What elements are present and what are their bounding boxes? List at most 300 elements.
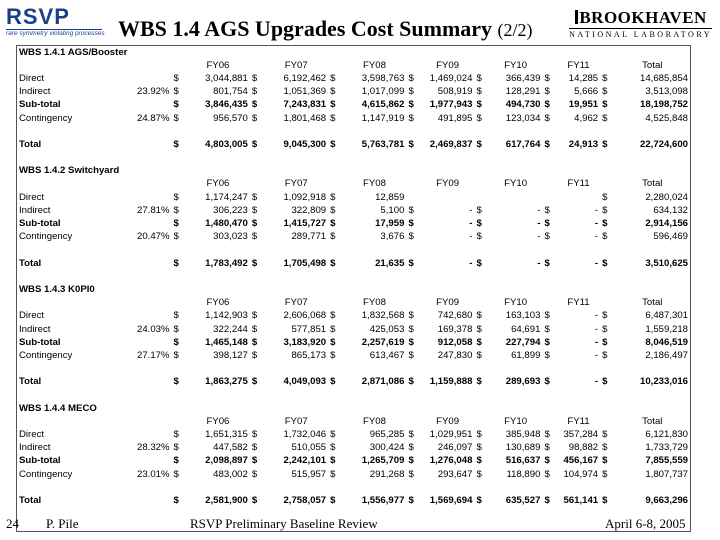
year-header: FY11 — [567, 178, 590, 190]
total-row — [17, 257, 690, 270]
value-cell: 5,666 — [574, 86, 599, 98]
empty-cell — [421, 389, 475, 402]
row-label: Sub-total — [19, 218, 61, 230]
currency-sign: $ — [602, 72, 608, 84]
value-cell: - — [537, 218, 541, 230]
empty-cell — [250, 297, 264, 310]
value-cell: 425,053 — [369, 323, 405, 335]
value-cell: 494,730 — [505, 99, 541, 111]
value-cell: 5,100 — [380, 204, 405, 216]
cost-row-direct — [17, 72, 690, 85]
empty-cell — [474, 415, 488, 428]
value-cell: - — [537, 257, 541, 269]
empty-cell — [99, 389, 171, 402]
cost-row-contingency — [17, 349, 690, 362]
section-title: WBS 1.4.3 K0PI0 — [19, 283, 95, 295]
empty-cell — [600, 415, 614, 428]
row-label: Indirect — [19, 86, 51, 98]
row-label: Total — [19, 376, 42, 388]
currency-sign: $ — [476, 310, 482, 322]
empty-cell — [406, 297, 420, 310]
currency-sign: $ — [544, 429, 550, 441]
currency-sign: $ — [330, 468, 336, 480]
row-label: Contingency — [19, 468, 73, 480]
empty-cell — [186, 152, 250, 165]
empty-cell — [600, 244, 614, 257]
empty-cell — [600, 297, 614, 310]
currency-sign: $ — [602, 231, 608, 243]
currency-sign: $ — [544, 310, 550, 322]
empty-cell — [542, 415, 556, 428]
currency-sign: $ — [476, 455, 482, 467]
value-cell: 491,895 — [437, 112, 473, 124]
empty-cell — [172, 270, 186, 283]
empty-cell — [406, 270, 420, 283]
currency-sign: $ — [602, 323, 608, 335]
footer-event: RSVP Preliminary Baseline Review — [190, 516, 378, 531]
empty-cell — [406, 415, 420, 428]
empty-cell — [489, 152, 543, 165]
value-cell: 3,044,881 — [205, 72, 248, 84]
blank-row — [17, 481, 690, 494]
value-cell: 1,017,099 — [361, 86, 405, 98]
currency-sign: $ — [173, 231, 179, 243]
currency-sign: $ — [408, 86, 414, 98]
currency-sign: $ — [251, 191, 258, 203]
empty-cell — [474, 125, 488, 138]
value-cell: 130,689 — [505, 442, 541, 454]
empty-cell — [250, 125, 264, 138]
empty-cell — [264, 363, 328, 376]
value-cell: 3,676 — [380, 231, 405, 243]
empty-cell — [406, 59, 420, 72]
empty-cell — [172, 415, 186, 428]
currency-sign: $ — [602, 442, 608, 454]
year-header: FY11 — [567, 415, 590, 427]
row-label: Indirect — [19, 323, 51, 335]
currency-sign: $ — [251, 257, 258, 269]
value-cell: 4,962 — [574, 112, 599, 124]
value-cell: 965,285 — [369, 429, 405, 441]
value-cell: 1,732,046 — [283, 429, 327, 441]
currency-sign: $ — [476, 336, 482, 348]
currency-sign: $ — [602, 429, 608, 441]
year-header-row — [17, 415, 690, 428]
cost-table-body — [17, 46, 690, 508]
blank-row — [17, 389, 690, 402]
row-label: Sub-total — [19, 336, 61, 348]
currency-sign: $ — [544, 204, 550, 216]
empty-cell — [406, 481, 420, 494]
currency-sign: $ — [251, 218, 258, 230]
empty-cell — [328, 270, 342, 283]
currency-sign: $ — [408, 112, 414, 124]
value-cell: 1,569,694 — [429, 494, 473, 506]
empty-cell — [99, 244, 171, 257]
year-header: FY08 — [363, 59, 386, 71]
currency-sign: $ — [173, 349, 179, 361]
empty-cell — [17, 178, 99, 191]
empty-cell — [172, 152, 186, 165]
brookhaven-logo-name — [569, 8, 712, 28]
value-cell: 1,029,951 — [429, 429, 473, 441]
empty-cell — [600, 178, 614, 191]
cost-row-sub-total — [17, 217, 690, 230]
value-cell: 2,186,497 — [645, 349, 688, 361]
empty-cell — [17, 389, 99, 402]
currency-sign: $ — [251, 429, 258, 441]
value-cell: 634,132 — [653, 204, 688, 216]
brookhaven-logo-name-text: BROOKHAVEN — [579, 8, 707, 27]
value-cell: 577,851 — [291, 323, 327, 335]
empty-cell — [17, 363, 99, 376]
value-cell: 18,198,752 — [639, 99, 688, 111]
currency-sign: $ — [330, 429, 336, 441]
row-label: Total — [19, 138, 42, 150]
empty-cell — [172, 244, 186, 257]
currency-sign: $ — [330, 86, 336, 98]
year-header: FY09 — [436, 59, 460, 71]
cost-row-contingency — [17, 231, 690, 244]
empty-cell — [99, 481, 171, 494]
value-cell: 1,807,737 — [645, 468, 688, 480]
value-cell: - — [594, 231, 599, 243]
currency-sign: $ — [408, 231, 414, 243]
value-cell: 246,097 — [437, 442, 473, 454]
empty-cell — [343, 363, 407, 376]
currency-sign: $ — [476, 231, 482, 243]
currency-sign: $ — [173, 218, 179, 230]
empty-cell — [474, 244, 488, 257]
currency-sign: $ — [544, 455, 550, 467]
empty-cell — [264, 481, 328, 494]
empty-cell — [17, 125, 99, 138]
empty-cell — [328, 244, 342, 257]
empty-cell — [328, 363, 342, 376]
row-rate — [99, 138, 171, 151]
empty-cell — [172, 481, 186, 494]
year-header: FY11 — [567, 59, 590, 71]
cost-row-indirect — [17, 323, 690, 336]
currency-sign: $ — [251, 72, 258, 84]
empty-cell — [250, 415, 264, 428]
currency-sign: $ — [544, 442, 550, 454]
cost-row-direct — [17, 191, 690, 204]
value-cell: - — [594, 218, 599, 230]
cost-row-direct — [17, 310, 690, 323]
value-cell: 1,276,048 — [429, 455, 473, 467]
value-cell: 398,127 — [213, 349, 248, 361]
value-cell: - — [594, 349, 599, 361]
empty-cell — [250, 178, 264, 191]
currency-sign: $ — [476, 376, 482, 388]
currency-sign: $ — [330, 336, 336, 348]
value-cell: 1,092,918 — [283, 191, 327, 203]
currency-sign: $ — [408, 323, 414, 335]
value-cell: 1,159,888 — [429, 376, 473, 388]
value-cell: 9,663,296 — [645, 494, 688, 506]
value-cell: 1,556,977 — [361, 494, 405, 506]
currency-sign: $ — [476, 349, 482, 361]
blank-row — [17, 125, 690, 138]
empty-cell — [542, 178, 556, 191]
section-title-row — [17, 165, 690, 178]
empty-cell — [343, 389, 407, 402]
empty-cell — [186, 244, 250, 257]
empty-cell — [489, 363, 543, 376]
value-cell: 4,803,005 — [205, 138, 248, 150]
empty-cell — [250, 389, 264, 402]
currency-sign: $ — [408, 257, 414, 269]
value-cell: 9,045,300 — [283, 138, 327, 150]
year-header-row — [17, 297, 690, 310]
row-label: Contingency — [19, 349, 73, 361]
currency-sign: $ — [408, 455, 414, 467]
empty-cell — [406, 363, 420, 376]
value-cell: 447,582 — [213, 442, 248, 454]
empty-cell — [99, 152, 171, 165]
empty-cell — [615, 389, 690, 402]
value-cell: 596,469 — [653, 231, 688, 243]
empty-cell — [172, 178, 186, 191]
currency-sign: $ — [408, 72, 414, 84]
value-cell: - — [594, 376, 599, 388]
currency-sign: $ — [173, 112, 179, 124]
empty-cell — [542, 363, 556, 376]
currency-sign: $ — [476, 257, 482, 269]
value-cell: 3,510,625 — [645, 257, 688, 269]
value-cell: 4,615,862 — [361, 99, 405, 111]
empty-cell — [489, 244, 543, 257]
empty-cell — [343, 244, 407, 257]
value-cell: 1,977,943 — [429, 99, 473, 111]
empty-cell — [328, 178, 342, 191]
value-cell: 17,959 — [375, 218, 405, 230]
value-cell: 1,783,492 — [205, 257, 248, 269]
empty-cell — [186, 270, 250, 283]
empty-cell — [489, 481, 543, 494]
year-header-row — [17, 178, 690, 191]
value-cell: 1,415,727 — [283, 218, 327, 230]
section-title-row — [17, 402, 690, 415]
currency-sign: $ — [476, 494, 482, 506]
row-rate: 27.17% — [137, 349, 170, 361]
empty-cell — [328, 297, 342, 310]
empty-cell — [421, 152, 475, 165]
empty-cell — [17, 152, 99, 165]
row-rate — [99, 191, 171, 204]
empty-cell — [186, 125, 250, 138]
slide-title — [118, 16, 533, 42]
value-cell: 1,733,729 — [645, 442, 688, 454]
currency-sign — [474, 191, 488, 204]
empty-cell — [557, 125, 600, 138]
currency-sign — [542, 191, 556, 204]
currency-sign: $ — [251, 349, 258, 361]
empty-cell — [250, 59, 264, 72]
value-cell: 3,183,920 — [283, 336, 327, 348]
blank-row — [17, 363, 690, 376]
empty-cell — [542, 297, 556, 310]
value-cell: - — [469, 231, 473, 243]
empty-cell — [172, 297, 186, 310]
empty-cell — [343, 270, 407, 283]
row-rate — [99, 257, 171, 270]
year-header: Total — [642, 297, 663, 309]
empty-cell — [406, 244, 420, 257]
currency-sign: $ — [330, 455, 336, 467]
empty-cell — [406, 125, 420, 138]
currency-sign: $ — [476, 442, 482, 454]
empty-cell — [600, 152, 614, 165]
value-cell: 3,598,763 — [361, 72, 405, 84]
empty-cell — [250, 363, 264, 376]
currency-sign: $ — [544, 376, 550, 388]
year-header: FY06 — [206, 178, 230, 190]
currency-sign: $ — [173, 86, 179, 98]
currency-sign: $ — [173, 336, 179, 348]
empty-cell — [17, 270, 99, 283]
currency-sign: $ — [602, 218, 608, 230]
section-title-row — [17, 283, 690, 296]
currency-sign: $ — [330, 218, 336, 230]
empty-cell — [328, 125, 342, 138]
empty-cell — [17, 244, 99, 257]
empty-cell — [474, 178, 488, 191]
currency-sign: $ — [408, 429, 414, 441]
currency-sign: $ — [476, 112, 482, 124]
empty-cell — [343, 481, 407, 494]
cost-row-direct — [17, 428, 690, 441]
currency-sign: $ — [544, 99, 550, 111]
empty-cell — [557, 389, 600, 402]
value-cell: 1,051,369 — [283, 86, 327, 98]
row-rate — [99, 72, 171, 85]
currency-sign: $ — [544, 323, 550, 335]
value-cell: 1,801,468 — [283, 112, 327, 124]
value-cell: - — [469, 218, 473, 230]
currency-sign: $ — [602, 86, 608, 98]
value-cell: 300,424 — [369, 442, 405, 454]
currency-sign: $ — [544, 349, 550, 361]
value-cell: 617,764 — [505, 138, 541, 150]
row-rate — [99, 376, 171, 389]
currency-sign: $ — [476, 204, 482, 216]
value-cell: 10,233,016 — [639, 376, 688, 388]
currency-sign: $ — [173, 138, 179, 150]
value-cell: 515,957 — [291, 468, 327, 480]
currency-sign: $ — [330, 231, 336, 243]
empty-cell — [406, 178, 420, 191]
row-label: Indirect — [19, 442, 51, 454]
empty-cell — [542, 125, 556, 138]
currency-sign: $ — [173, 191, 179, 203]
year-header: Total — [642, 415, 663, 427]
cost-row-sub-total — [17, 455, 690, 468]
empty-cell — [343, 125, 407, 138]
currency-sign: $ — [330, 310, 336, 322]
currency-sign: $ — [476, 429, 482, 441]
value-cell: 169,378 — [437, 323, 473, 335]
empty-cell — [343, 152, 407, 165]
row-rate — [99, 310, 171, 323]
logo-bar-icon — [575, 10, 578, 24]
year-header: FY08 — [363, 297, 386, 309]
value-cell: 456,167 — [563, 455, 599, 467]
value-cell: 1,832,568 — [361, 310, 405, 322]
value-cell: 366,439 — [505, 72, 541, 84]
row-rate: 23.92% — [137, 86, 170, 98]
empty-cell — [557, 244, 600, 257]
currency-sign: $ — [476, 323, 482, 335]
empty-cell — [557, 152, 600, 165]
value-cell: 6,121,830 — [645, 429, 688, 441]
empty-cell — [421, 125, 475, 138]
blank-row — [17, 270, 690, 283]
currency-sign: $ — [408, 349, 414, 361]
row-rate — [99, 428, 171, 441]
row-label: Direct — [19, 191, 45, 203]
year-header: FY10 — [504, 297, 528, 309]
cost-row-contingency — [17, 112, 690, 125]
value-cell: 64,691 — [511, 323, 541, 335]
currency-sign: $ — [602, 494, 608, 506]
empty-cell — [99, 270, 171, 283]
value-cell: 956,570 — [213, 112, 248, 124]
empty-cell — [186, 481, 250, 494]
value-cell: 742,680 — [437, 310, 473, 322]
currency-sign: $ — [330, 99, 336, 111]
value-cell: 8,046,519 — [645, 336, 688, 348]
empty-cell — [615, 363, 690, 376]
empty-cell — [474, 152, 488, 165]
empty-cell — [557, 481, 600, 494]
rsvp-logo-tagline: rare symmetry violating processes — [6, 30, 105, 37]
cost-row-indirect — [17, 86, 690, 99]
currency-sign: $ — [251, 376, 258, 388]
empty-cell — [421, 481, 475, 494]
value-cell: 483,002 — [213, 468, 248, 480]
empty-cell — [172, 389, 186, 402]
value-cell: 865,173 — [291, 349, 327, 361]
currency-sign: $ — [476, 72, 482, 84]
cost-row-indirect — [17, 442, 690, 455]
currency-sign: $ — [602, 336, 608, 348]
value-cell: 1,174,247 — [205, 191, 248, 203]
row-rate: 24.87% — [137, 112, 170, 124]
currency-sign: $ — [602, 138, 608, 150]
row-label: Contingency — [19, 112, 73, 124]
value-cell: 21,635 — [375, 257, 405, 269]
currency-sign: $ — [330, 349, 336, 361]
value-cell: 61,899 — [511, 349, 541, 361]
row-rate — [99, 455, 171, 468]
currency-sign: $ — [408, 204, 414, 216]
value-cell: 613,467 — [369, 349, 405, 361]
empty-cell — [264, 389, 328, 402]
value-cell: 289,693 — [505, 376, 541, 388]
value-cell — [557, 191, 600, 204]
row-rate — [99, 217, 171, 230]
value-cell: 801,754 — [213, 86, 248, 98]
empty-cell — [615, 481, 690, 494]
empty-cell — [421, 270, 475, 283]
year-header: FY10 — [504, 59, 528, 71]
cost-table — [17, 46, 690, 508]
total-row — [17, 376, 690, 389]
row-label: Contingency — [19, 231, 73, 243]
footer-author: P. Pile — [46, 516, 79, 531]
